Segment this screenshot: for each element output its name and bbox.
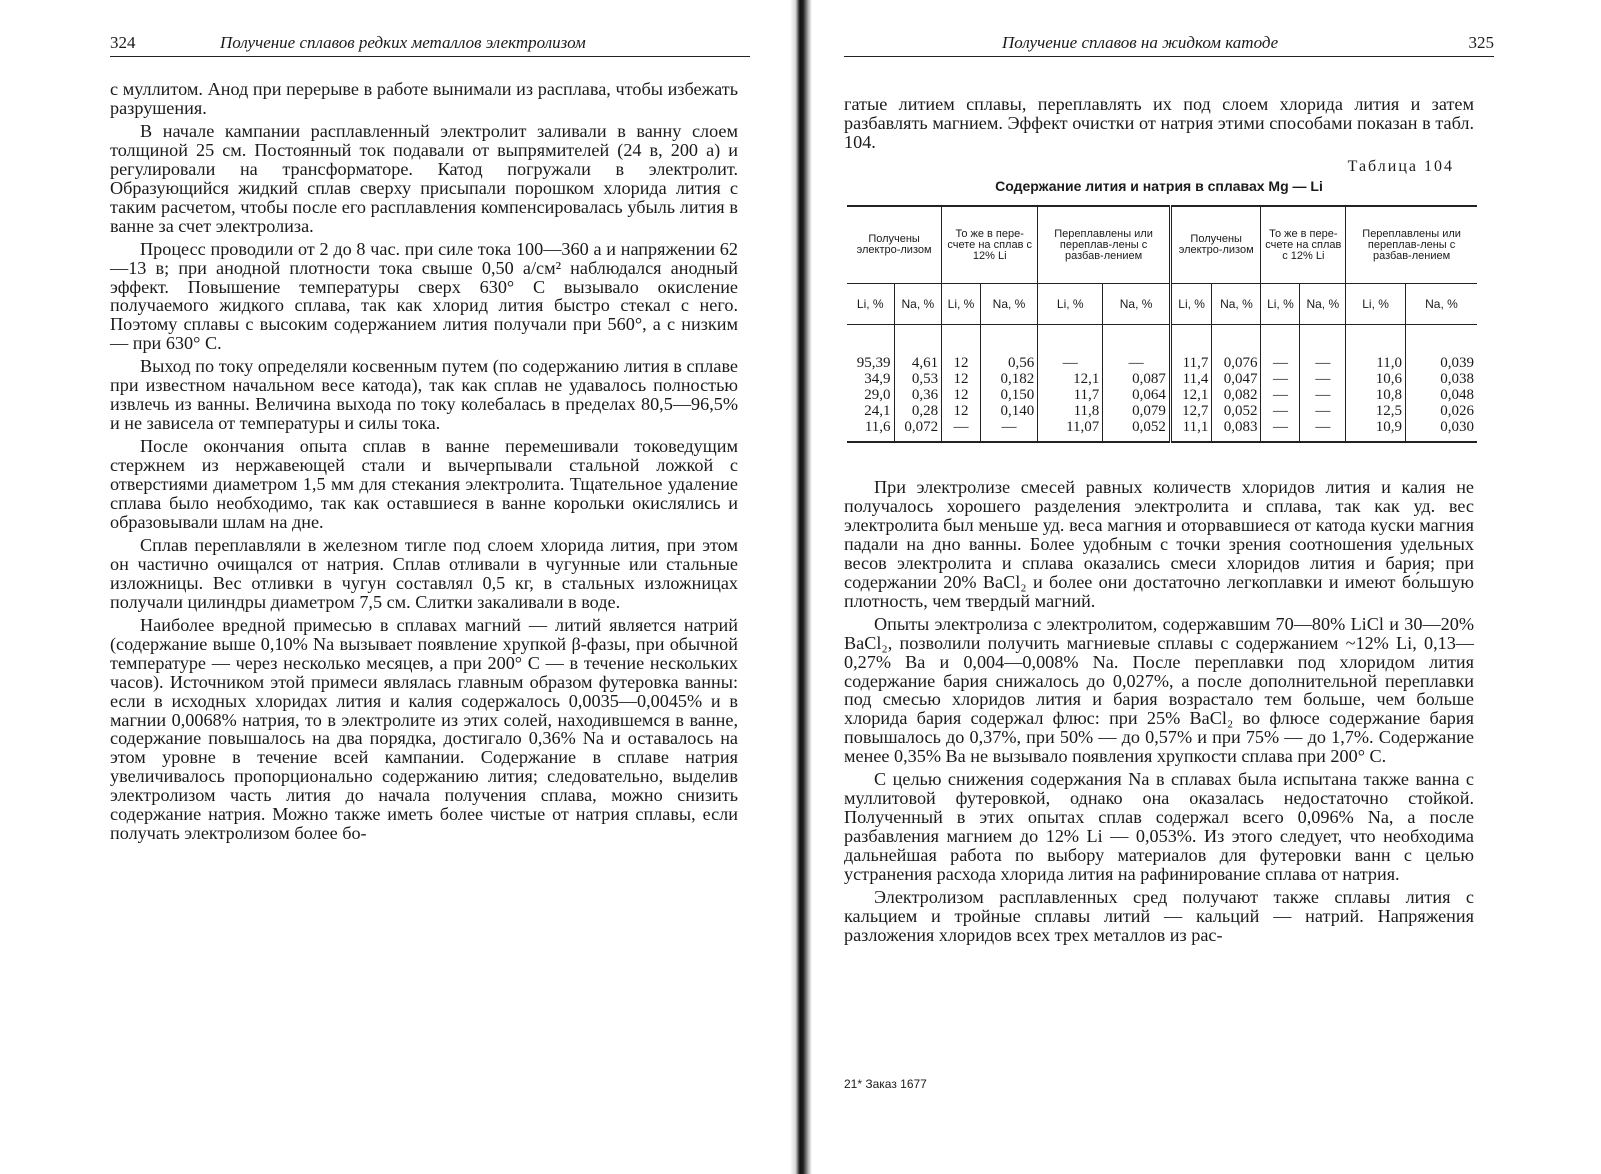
table-cell: 0,182 [980,371,1037,387]
running-head [110,32,750,57]
column-header: Na, % [980,284,1037,325]
column-header: Li, % [847,284,894,325]
table-cell: 0,039 [1405,325,1477,372]
table-cell: 12,1 [1038,371,1103,387]
table-cell: 0,026 [1405,403,1477,419]
table-row [847,403,1477,419]
table-cell: 0,082 [1212,387,1261,403]
table-group-header: Получены электро-лизом [847,206,942,284]
table-cell: 12 [942,403,981,419]
table-cell: — [1038,325,1103,372]
table-cell: 0,030 [1405,419,1477,442]
paragraph: Процесс проводили от 2 до 8 час. при силе тока 100—360 а и напряжении 62—13 в; при анодной плотности тока свыше 0,50 а/см² наблюдался анодный эффект. Повышение температуры сверх 630° С вызывало окисление получаемого жидкого сплава, так как хлорид лития быстро стекал с него. Поэтому сплавы с высоким содержанием лития получали при 560°, а с низким — при 630° С. [110,238,738,354]
paragraph: Выход по току определяли косвенным путем (по содержанию лития в сплаве при известном начальном весе катода), так как сплав не удавалось полностью извлечь из ванны. Величина выхода по току колебалась в пределах 80,5—96,5% и не зависела от температуры и силы тока. [110,356,738,434]
table-cell: — [1261,419,1300,442]
paragraph: При электролизе смесей равных количеств хлоридов лития и калия не получалось хорошего разделения электролита и сплава, так как уд. вес электролита был меньше уд. веса магния и оторвавшиеся от катода куски магния падали на дно ванны. Более удобным с точки зрения соотношения удельных весов электролита и сплава оказались смеси хлоридов лития и бария; при содержании 20% BaCl₂ и более они достаточно легкоплавки и имеют бо́льшую плотность, чем твердый магний. [844,477,1474,611]
table-group-header-row [847,206,1477,284]
table-cell: — [1261,325,1300,372]
table-cell: — [942,419,981,442]
table-cell: 0,047 [1212,371,1261,387]
table-cell: 11,1 [1170,419,1211,442]
column-header: Na, % [1212,284,1261,325]
paragraph: После окончания опыта сплав в ванне перемешивали токоведущим стержнем из нержавеющей стали и вычерпывали стальной ложкой с отверстиями диаметром 1,5 мм для стекания электролита. Тщательное удаление сплава было необходимо, так как оставшиеся в ванне корольки окислялись и образовывали шлам на дне. [110,436,738,532]
table-cell: 0,064 [1103,387,1171,403]
table-cell: 0,36 [894,387,942,403]
table-cell: 12 [942,371,981,387]
table-cell: 11,7 [1038,387,1103,403]
paragraph: с муллитом. Анод при перерыве в работе вынимали из расплава, чтобы избежать разрушения. [110,79,738,118]
column-header: Li, % [1261,284,1300,325]
column-header: Li, % [1038,284,1103,325]
table-cell: 0,048 [1405,387,1477,403]
table-cell: 12 [942,387,981,403]
table-cell: — [1300,419,1346,442]
column-header: Li, % [942,284,981,325]
table-row [847,371,1477,387]
running-title: Получение сплавов редких металлов электролизом [220,33,586,52]
table-cell: 11,8 [1038,403,1103,419]
table-cell: — [1261,403,1300,419]
table-cell: 0,079 [1103,403,1171,419]
table-group-header: Переплавлены или переплав-лены с разбав-лением [1038,206,1171,284]
table-cell: 10,6 [1346,371,1406,387]
table-row [847,419,1477,442]
table-cell: 0,087 [1103,371,1171,387]
paragraph: гатые литием сплавы, переплавлять их под слоем хлорида лития и затем разбавлять магнием. Эффект очистки от натрия этими способами показан в табл. 104. [844,94,1474,152]
table-cell: 95,39 [856,355,891,371]
table-cell: 0,53 [894,371,942,387]
table-cell: 11,0 [1346,325,1406,372]
table-cell: — [1300,387,1346,403]
paragraph: Наиболее вредной примесью в сплавах магний — литий является натрий (содержание выше 0,10% Na вызывает появление хрупкой β-фазы, при обычной температуре — через несколько месяцев, а при 200° С — в течение нескольких часов). Источником этой примеси являлась главным образом футеровка ванны: если в исходных хлоридах лития и калия содержалось 0,0035—0,0045% и в магнии 0,0068% натрия, то в электролите из этих солей, находившемся в ванне, содержание повышалось на два порядка, достигало 0,36% Na и оставалось на этом уровне в течение всей кампании. Содержание в сплаве натрия увеличивалось пропорционально содержанию лития; следовательно, выделив электролизом часть лития до начала получения сплава, можно снизить содержание натрия. Можно также иметь более чистые от натрия сплавы, если получать электролизом более бо- [110,614,738,844]
table-cell: 11,4 [1170,371,1211,387]
page-number: 324 [110,33,136,52]
table-cell: 4,61 [894,325,942,372]
table-group-header: То же в пере-счете на сплав с 12% Li [1261,206,1346,284]
table-cell: 11,6 [847,419,894,442]
column-header: Na, % [1300,284,1346,325]
column-header: Na, % [1103,284,1171,325]
printer-signature: 21* Заказ 1677 [844,1077,927,1091]
table-cell: 12,7 [1170,403,1211,419]
paragraph: Опыты электролиза с электролитом, содержавшим 70—80% LiCl и 30—20% BaCl₂, позволили получить магниевые сплавы с содержанием ~12% Li, 0,13—0,27% Ba и 0,004—0,008% Na. После переплавки под хлоридом лития содержание бария снижалось до 0,027%, а после дополнительной переплавки под смесью хлоридов лития и бария возрастало тем больше, чем больше хлорида бария содержал флюс: при 25% BaCl₂ во флюсе содержание бария повышалось до 0,37%, при 50% — до 0,57% и при 75% — до 1,7%. Содержание менее 0,35% Ba не вызывало появления хрупкости сплава при 200° С. [844,613,1474,767]
running-title: Получение сплавов на жидком катоде [1002,33,1279,52]
table-group-header: Переплавлены или переплав-лены с разбав-лением [1346,206,1477,284]
table-cell: 10,9 [1346,419,1406,442]
paragraph: В начале кампании расплавленный электролит заливали в ванну слоем толщиной 25 см. Постоянный ток подавали от выпрямителей (24 в, 200 а) и регулировали на трансформаторе. Катод погружали в электролит. Образующийся жидкий сплав сверху присыпали порошком хлорида лития с таким расчетом, чтобы после его расплавления компенсировалась убыль лития в ванне за счет электролиза. [110,120,738,236]
table-cell: 0,56 [980,325,1037,372]
column-header: Li, % [1170,284,1211,325]
column-header: Li, % [1346,284,1406,325]
table-cell: 0,052 [1103,419,1171,442]
table-cell: 0,083 [1212,419,1261,442]
table-cell: 11,7 [1170,325,1211,372]
column-header: Na, % [894,284,942,325]
table-cell: 24,1 [864,403,891,419]
right-page [812,0,1601,1174]
table-group-header: То же в пере-счете на сплав с 12% Li [942,206,1038,284]
data-table [847,205,1477,443]
table-row [847,387,1477,403]
table-cell: 12,1 [1170,387,1211,403]
table-cell: 12,5 [1346,403,1406,419]
table-cell: 0,076 [1212,325,1261,372]
table-cell: 10,8 [1346,387,1406,403]
table-cell: 29,0 [864,387,891,403]
paragraph: Электролизом расплавленных сред получают также сплавы лития с кальцием и тройные сплавы литий — кальций — натрий. Напряжения разложения хлоридов всех трех металлов из рас- [844,887,1474,945]
table-group-header: Получены электро-лизом [1170,206,1261,284]
table-row [847,325,1477,372]
table-cell: 0,038 [1405,371,1477,387]
book-gutter [790,0,812,1174]
column-header: Na, % [1405,284,1477,325]
table-cell: 34,9 [864,371,891,387]
page-number: 325 [1468,33,1494,52]
paragraph: Сплав переплавляли в железном тигле под слоем хлорида лития, при этом он частично очищался от натрия. Сплав отливали в чугунные или стальные изложницы. Вес отливки в чугун составлял 0,5 кг, в стальных изложницах получали цилиндры диаметром 7,5 см. Слитки закаливали в воде. [110,534,738,612]
body-text [110,80,738,843]
paragraph: С целью снижения содержания Na в сплавах была испытана также ванна с муллитовой футеровкой, однако она оказалась недостаточно стойкой. Полученный в этих опытах сплав содержал всего 0,096% Na, а после разбавления магнием до 12% Li — 0,053%. Из этого следует, что необходима дальнейшая работа по выбору материалов для футеровки ванн с целью устранения расхода хлорида лития на рафинирование сплава от натрия. [844,769,1474,885]
table-cell: — [1300,371,1346,387]
table-cell: — [1261,371,1300,387]
body-text-top [844,95,1474,152]
table-cell: — [1300,325,1346,372]
body-text-bottom [844,478,1474,945]
table-cell: 0,28 [894,403,942,419]
left-page [0,0,790,1174]
table-subheader-row [847,284,1477,325]
table-cell: — [1261,387,1300,403]
table-cell: 0,150 [980,387,1037,403]
table-cell: — [980,419,1037,442]
table-cell: — [1300,403,1346,419]
table-caption: Таблица 104 [1347,158,1454,175]
table-cell: 11,07 [1038,419,1103,442]
table-cell: — [1103,325,1171,372]
table-cell: 0,052 [1212,403,1261,419]
table-cell: 12 [942,325,981,372]
table-title: Содержание лития и натрия в сплавах Mg — Li [995,178,1323,194]
running-head [844,32,1494,57]
table-cell: 0,072 [894,419,942,442]
table-cell: 0,140 [980,403,1037,419]
